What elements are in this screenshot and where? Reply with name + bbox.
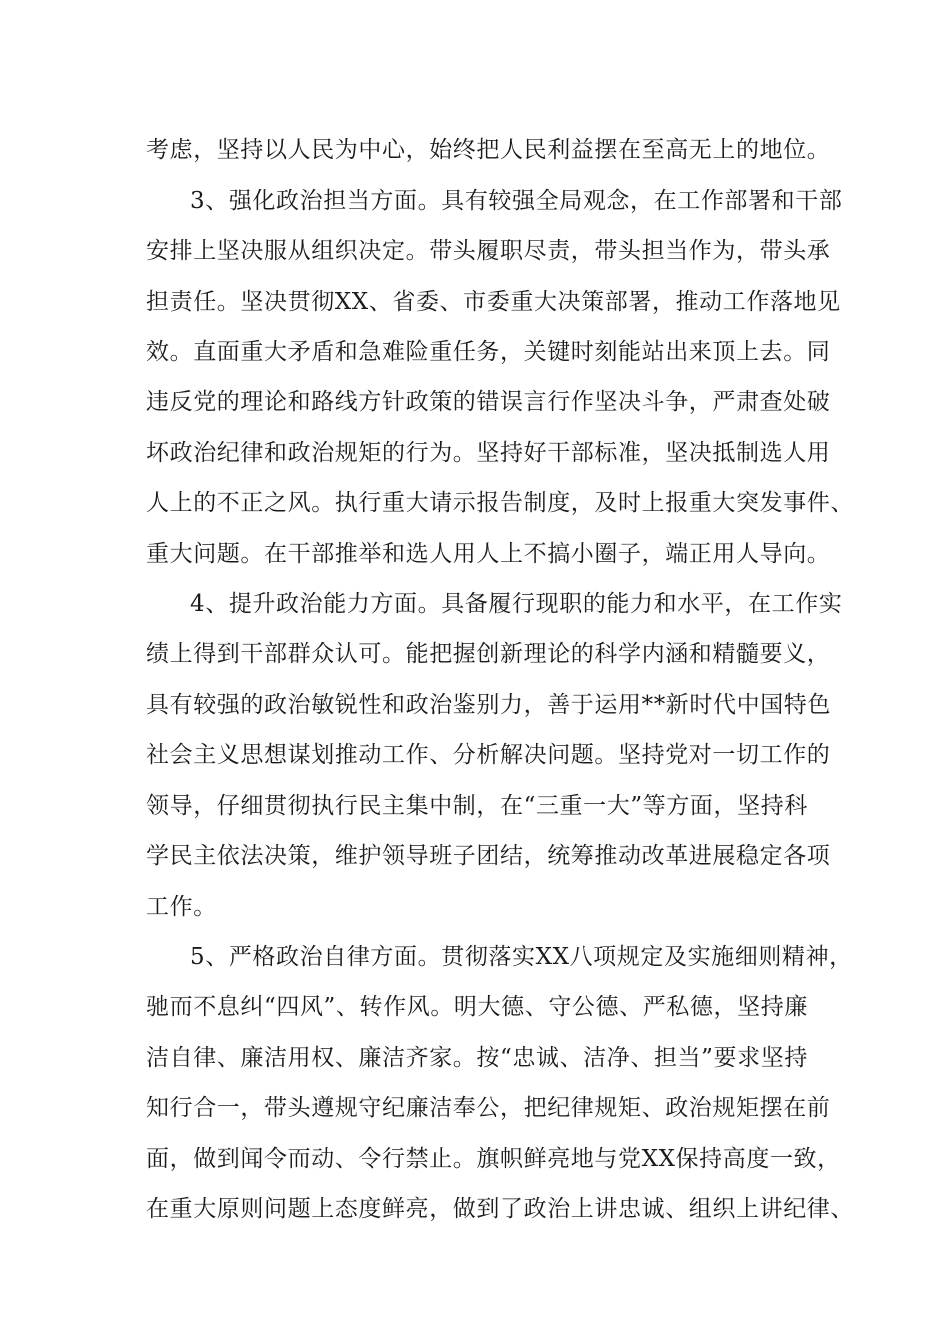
text-line: 担责任。坚决贯彻XX、省委、市委重大决策部署，推动工作落地见 [146,289,841,315]
text-line: 人上的不正之风。执行重大请示报告制度，及时上报重大突发事件、 [146,490,854,516]
text-line: 知行合一，带头遵规守纪廉洁奉公，把纪律规矩、政治规矩摆在前 [146,1095,831,1121]
text-line: 洁自律、廉洁用权、廉洁齐家。按“忠诚、洁净、担当”要求坚持 [146,1045,808,1071]
paragraph-start-line: 3、强化政治担当方面。具有较强全局观念，在工作部署和干部 [190,188,843,214]
text-line: 坏政治纪律和政治规矩的行为。坚持好干部标准，坚决抵制选人用 [146,440,831,466]
text-line: 安排上坚决服从组织决定。带头履职尽责，带头担当作为，带头承 [146,238,831,264]
text-line: 重大问题。在干部推举和选人用人上不搞小圈子，端正用人导向。 [146,541,831,567]
paragraph-start-line: 4、提升政治能力方面。具备履行现职的能力和水平，在工作实 [190,591,843,617]
text-line: 工作。 [146,894,217,920]
text-line: 绩上得到干部群众认可。能把握创新理论的科学内涵和精髓要义， [146,641,831,667]
text-line: 考虑，坚持以人民为中心，始终把人民利益摆在至高无上的地位。 [146,137,831,163]
text-line: 在重大原则问题上态度鲜亮，做到了政治上讲忠诚、组织上讲纪律、 [146,1196,854,1222]
text-line: 面，做到闻令而动、令行禁止。旗帜鲜亮地与党XX保持高度一致， [146,1146,841,1172]
text-line: 社会主义思想谋划推动工作、分析解决问题。坚持党对一切工作的 [146,742,831,768]
text-line: 效。直面重大矛盾和急难险重任务，关键时刻能站出来顶上去。同 [146,339,831,365]
paragraph-start-line: 5、严格政治自律方面。贯彻落实XX八项规定及实施细则精神， [190,944,853,970]
text-line: 领导，仔细贯彻执行民主集中制，在“三重一大”等方面，坚持科 [146,793,808,819]
text-line: 违反党的理论和路线方针政策的错误言行作坚决斗争，严肃查处破 [146,389,831,415]
text-line: 具有较强的政治敏锐性和政治鉴别力，善于运用**新时代中国特色 [146,692,831,718]
text-line: 学民主依法决策，维护领导班子团结，统筹推动改革进展稳定各项 [146,843,831,869]
text-line: 驰而不息纠“四风”、转作风。明大德、守公德、严私德，坚持廉 [146,994,808,1020]
